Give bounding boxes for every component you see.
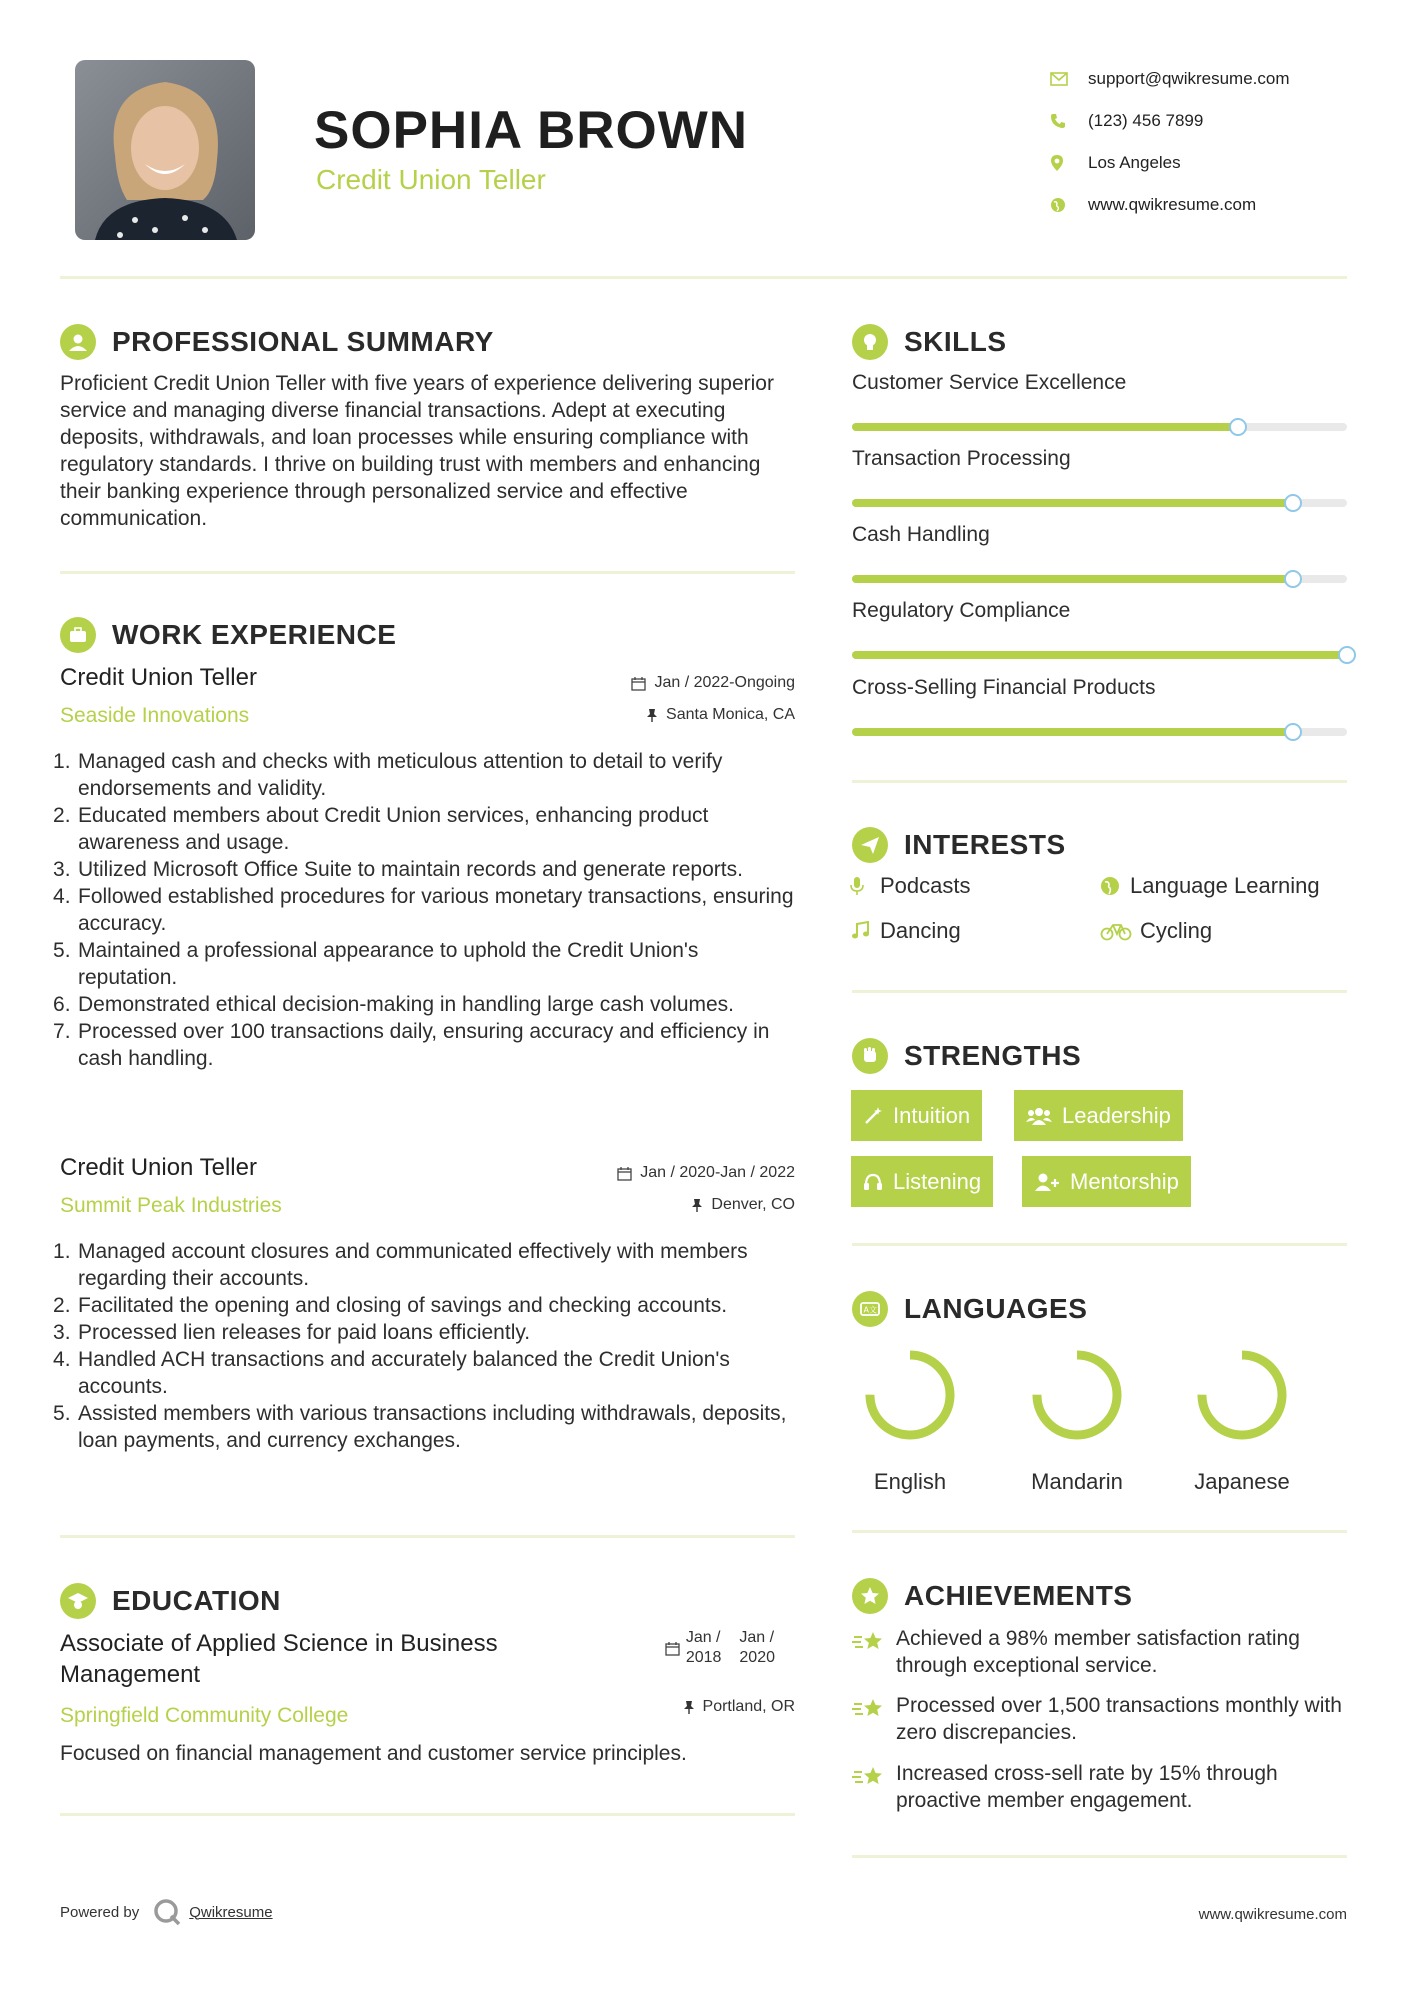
start-date-line: Jan / xyxy=(685,1629,721,1646)
job-company: Summit Peak Industries xyxy=(60,1194,282,1217)
achievements-divider xyxy=(852,1855,1347,1858)
shooting-star-icon xyxy=(852,1625,896,1679)
skill-bar-track xyxy=(852,651,1347,659)
skill-item xyxy=(852,523,1347,547)
achievements-title: ACHIEVEMENTS xyxy=(904,1580,1133,1611)
pushpin-icon xyxy=(691,1198,703,1213)
contact-location xyxy=(1050,142,1290,184)
education-end-date xyxy=(739,1628,775,1668)
languages-title: LANGUAGES xyxy=(904,1293,1088,1324)
phone-icon xyxy=(1050,113,1088,129)
shooting-star-icon xyxy=(852,1692,896,1746)
list-item: Educated members about Credit Union services, enhancing product awareness and usage. xyxy=(78,804,709,854)
skill-name: Cash Handling xyxy=(852,523,990,546)
bicycle-icon xyxy=(1100,921,1140,941)
strength-badge xyxy=(851,1156,993,1207)
education-heading xyxy=(60,1583,281,1619)
contact-location-text: Los Angeles xyxy=(1088,153,1181,172)
candidate-role: Credit Union Teller xyxy=(316,164,546,195)
education-location-text: Portland, OR xyxy=(702,1698,795,1715)
skill-bar-knob xyxy=(1338,646,1356,664)
music-note-icon xyxy=(850,921,880,941)
skill-item xyxy=(852,599,1347,623)
strengths-divider xyxy=(852,1243,1347,1246)
skill-bar-track xyxy=(852,423,1347,431)
list-item: Processed lien releases for paid loans efficiently. xyxy=(78,1321,531,1344)
strength-badge xyxy=(851,1090,982,1141)
contact-website[interactable] xyxy=(1050,184,1290,226)
skill-item xyxy=(852,676,1347,700)
user-circle-icon xyxy=(60,324,96,360)
globe-icon xyxy=(1100,876,1130,896)
list-item: Managed account closures and communicated effectively with members regarding their accounts. xyxy=(78,1240,748,1290)
summary-divider xyxy=(60,571,795,574)
skill-item xyxy=(852,447,1347,471)
language-icon xyxy=(852,1291,888,1327)
interest-label: Language Learning xyxy=(1130,873,1320,898)
language-progress-ring xyxy=(1192,1345,1292,1445)
interest-label: Dancing xyxy=(880,918,961,943)
interest-item xyxy=(850,873,971,899)
education-divider xyxy=(60,1813,795,1816)
interest-label: Podcasts xyxy=(880,873,971,898)
skill-bar-track xyxy=(852,728,1347,736)
achievement-item xyxy=(852,1625,1352,1679)
skill-bar-knob xyxy=(1284,723,1302,741)
graduate-icon xyxy=(60,1583,96,1619)
skill-bar-knob xyxy=(1284,570,1302,588)
job-date-text: Jan / 2022-Ongoing xyxy=(654,674,795,691)
skill-name: Customer Service Excellence xyxy=(852,371,1127,394)
skill-bar-fill xyxy=(852,651,1347,659)
work-heading xyxy=(60,617,396,653)
list-item: Managed cash and checks with meticulous attention to detail to verify endorsements and validity. xyxy=(78,750,723,800)
skill-bar-knob xyxy=(1229,418,1247,436)
education-entry xyxy=(60,1628,795,1766)
svg-text:A文: A文 xyxy=(863,1305,877,1315)
education-start-date xyxy=(686,1628,722,1668)
strength-badge xyxy=(1014,1090,1183,1141)
language-item xyxy=(1177,1345,1307,1495)
strength-label: Leadership xyxy=(1062,1102,1171,1128)
strength-label: Intuition xyxy=(893,1102,971,1128)
profile-photo xyxy=(75,60,255,240)
education-title: EDUCATION xyxy=(112,1585,281,1616)
pushpin-icon xyxy=(646,708,658,723)
calendar-icon xyxy=(631,676,646,691)
education-location xyxy=(683,1698,795,1716)
skills-divider xyxy=(852,780,1347,783)
job-company: Seaside Innovations xyxy=(60,704,250,727)
end-date-line: Jan / xyxy=(739,1629,775,1646)
strength-badge xyxy=(1022,1156,1191,1207)
globe-icon xyxy=(1050,197,1088,213)
shooting-star-icon xyxy=(852,1760,896,1814)
skills-heading xyxy=(852,324,1007,360)
magic-wand-icon xyxy=(863,1106,883,1126)
strength-label: Mentorship xyxy=(1070,1168,1179,1194)
job-location xyxy=(691,1196,795,1214)
headphones-icon xyxy=(863,1172,883,1192)
education-date xyxy=(665,1628,775,1668)
job-location xyxy=(646,706,795,724)
skill-bar-fill xyxy=(852,499,1293,507)
list-item: Demonstrated ethical decision-making in handling large cash volumes. xyxy=(78,993,735,1016)
fist-icon xyxy=(852,1038,888,1074)
job-date xyxy=(617,1164,795,1182)
skill-bar-fill xyxy=(852,575,1293,583)
skill-name: Cross-Selling Financial Products xyxy=(852,676,1156,699)
achievement-text: Increased cross-sell rate by 15% through proactive member engagement. xyxy=(896,1762,1278,1812)
job-location-text: Denver, CO xyxy=(711,1196,795,1213)
education-description: Focused on financial management and customer service principles. xyxy=(60,1742,687,1765)
footer-url[interactable]: www.qwikresume.com xyxy=(1198,1906,1347,1923)
skill-item xyxy=(852,371,1347,395)
powered-by-text: Powered by xyxy=(60,1903,140,1921)
footer-powered-by xyxy=(60,1898,273,1926)
interest-item xyxy=(1100,873,1320,899)
achievement-item xyxy=(852,1760,1352,1814)
contact-list xyxy=(1050,58,1290,226)
interests-heading xyxy=(852,827,1066,863)
start-date-line: 2018 xyxy=(685,1649,722,1666)
job-date-text: Jan / 2020-Jan / 2022 xyxy=(640,1164,795,1181)
skills-title: SKILLS xyxy=(904,326,1007,357)
paper-plane-icon xyxy=(852,827,888,863)
microphone-icon xyxy=(850,876,880,896)
work-title: WORK EXPERIENCE xyxy=(112,619,397,650)
list-item: Maintained a professional appearance to uphold the Credit Union's reputation. xyxy=(78,939,699,989)
language-label: Mandarin xyxy=(1031,1469,1123,1494)
job-entry xyxy=(60,664,795,1072)
skill-bar-fill xyxy=(852,728,1293,736)
calendar-icon xyxy=(617,1166,632,1181)
interest-item xyxy=(850,918,961,944)
list-item: Facilitated the opening and closing of savings and checking accounts. xyxy=(78,1294,728,1317)
briefcase-icon xyxy=(60,617,96,653)
job-duties-list xyxy=(60,748,795,1072)
users-icon xyxy=(1026,1106,1052,1126)
skill-bar-knob xyxy=(1284,494,1302,512)
calendar-icon xyxy=(665,1641,680,1656)
job-location-text: Santa Monica, CA xyxy=(666,706,795,723)
work-divider xyxy=(60,1535,795,1538)
lightbulb-icon xyxy=(852,324,888,360)
contact-phone[interactable] xyxy=(1050,100,1290,142)
languages-heading xyxy=(852,1291,1087,1327)
map-pin-icon xyxy=(1050,154,1088,172)
skill-name: Transaction Processing xyxy=(852,447,1071,470)
job-duties-list xyxy=(60,1238,795,1454)
contact-phone-text: (123) 456 7899 xyxy=(1088,111,1204,130)
pushpin-icon xyxy=(683,1700,695,1715)
contact-email[interactable] xyxy=(1050,58,1290,100)
strengths-title: STRENGTHS xyxy=(904,1040,1082,1071)
list-item: Processed over 100 transactions daily, ensuring accuracy and efficiency in cash handling. xyxy=(78,1020,770,1070)
achievement-item xyxy=(852,1692,1352,1746)
interests-title: INTERESTS xyxy=(904,829,1066,860)
degree-title: Associate of Applied Science in Business Management xyxy=(60,1630,498,1688)
user-plus-icon xyxy=(1034,1172,1060,1192)
job-title: Credit Union Teller xyxy=(60,1154,257,1181)
list-item: Handled ACH transactions and accurately balanced the Credit Union's accounts. xyxy=(78,1348,730,1398)
achievement-text: Achieved a 98% member satisfaction rating through exceptional service. xyxy=(896,1627,1300,1677)
skill-bar-track xyxy=(852,575,1347,583)
header-divider xyxy=(60,276,1347,279)
school-name: Springfield Community College xyxy=(60,1704,349,1727)
qwikresume-logo-icon xyxy=(153,1898,181,1926)
languages-divider xyxy=(852,1530,1347,1533)
star-icon xyxy=(852,1578,888,1614)
achievements-heading xyxy=(852,1578,1132,1614)
strength-label: Listening xyxy=(893,1168,982,1194)
skill-bar-fill xyxy=(852,423,1238,431)
language-item xyxy=(845,1345,975,1495)
language-item xyxy=(1012,1345,1142,1495)
job-date xyxy=(631,674,795,692)
skill-bar-track xyxy=(852,499,1347,507)
achievement-text: Processed over 1,500 transactions monthly with zero discrepancies. xyxy=(896,1694,1342,1744)
interests-divider xyxy=(852,990,1347,993)
contact-website-text: www.qwikresume.com xyxy=(1088,195,1257,214)
language-progress-ring xyxy=(860,1345,960,1445)
contact-email-text: support@qwikresume.com xyxy=(1088,69,1290,88)
language-label: Japanese xyxy=(1194,1469,1290,1494)
summary-text: Proficient Credit Union Teller with five years of experience delivering superior service and managing diverse financial transactions. Adept at executing deposits, withdrawals, and loan processes while ensuring compliance with regulatory standards. I thrive on building trust with members and enhancing their banking experience through personalized service and effective communication. xyxy=(60,372,774,530)
list-item: Utilized Microsoft Office Suite to maintain records and generate reports. xyxy=(78,858,743,881)
interest-label: Cycling xyxy=(1140,918,1213,943)
language-progress-ring xyxy=(1027,1345,1127,1445)
end-date-line: 2020 xyxy=(739,1649,775,1666)
job-entry xyxy=(60,1154,795,1454)
summary-heading xyxy=(60,324,494,360)
list-item: Assisted members with various transactions including withdrawals, deposits, loan payments, and currency exchanges. xyxy=(78,1402,787,1452)
candidate-name: SOPHIA BROWN xyxy=(314,101,749,160)
summary-title: PROFESSIONAL SUMMARY xyxy=(112,326,494,357)
skill-name: Regulatory Compliance xyxy=(852,599,1071,622)
qwikresume-link[interactable]: Qwikresume xyxy=(189,1903,273,1921)
interest-item xyxy=(1100,918,1212,944)
strengths-heading xyxy=(852,1038,1081,1074)
list-item: Followed established procedures for various monetary transactions, ensuring accuracy. xyxy=(78,885,794,935)
language-label: English xyxy=(873,1469,947,1494)
envelope-icon xyxy=(1050,72,1088,86)
job-title: Credit Union Teller xyxy=(60,664,257,691)
